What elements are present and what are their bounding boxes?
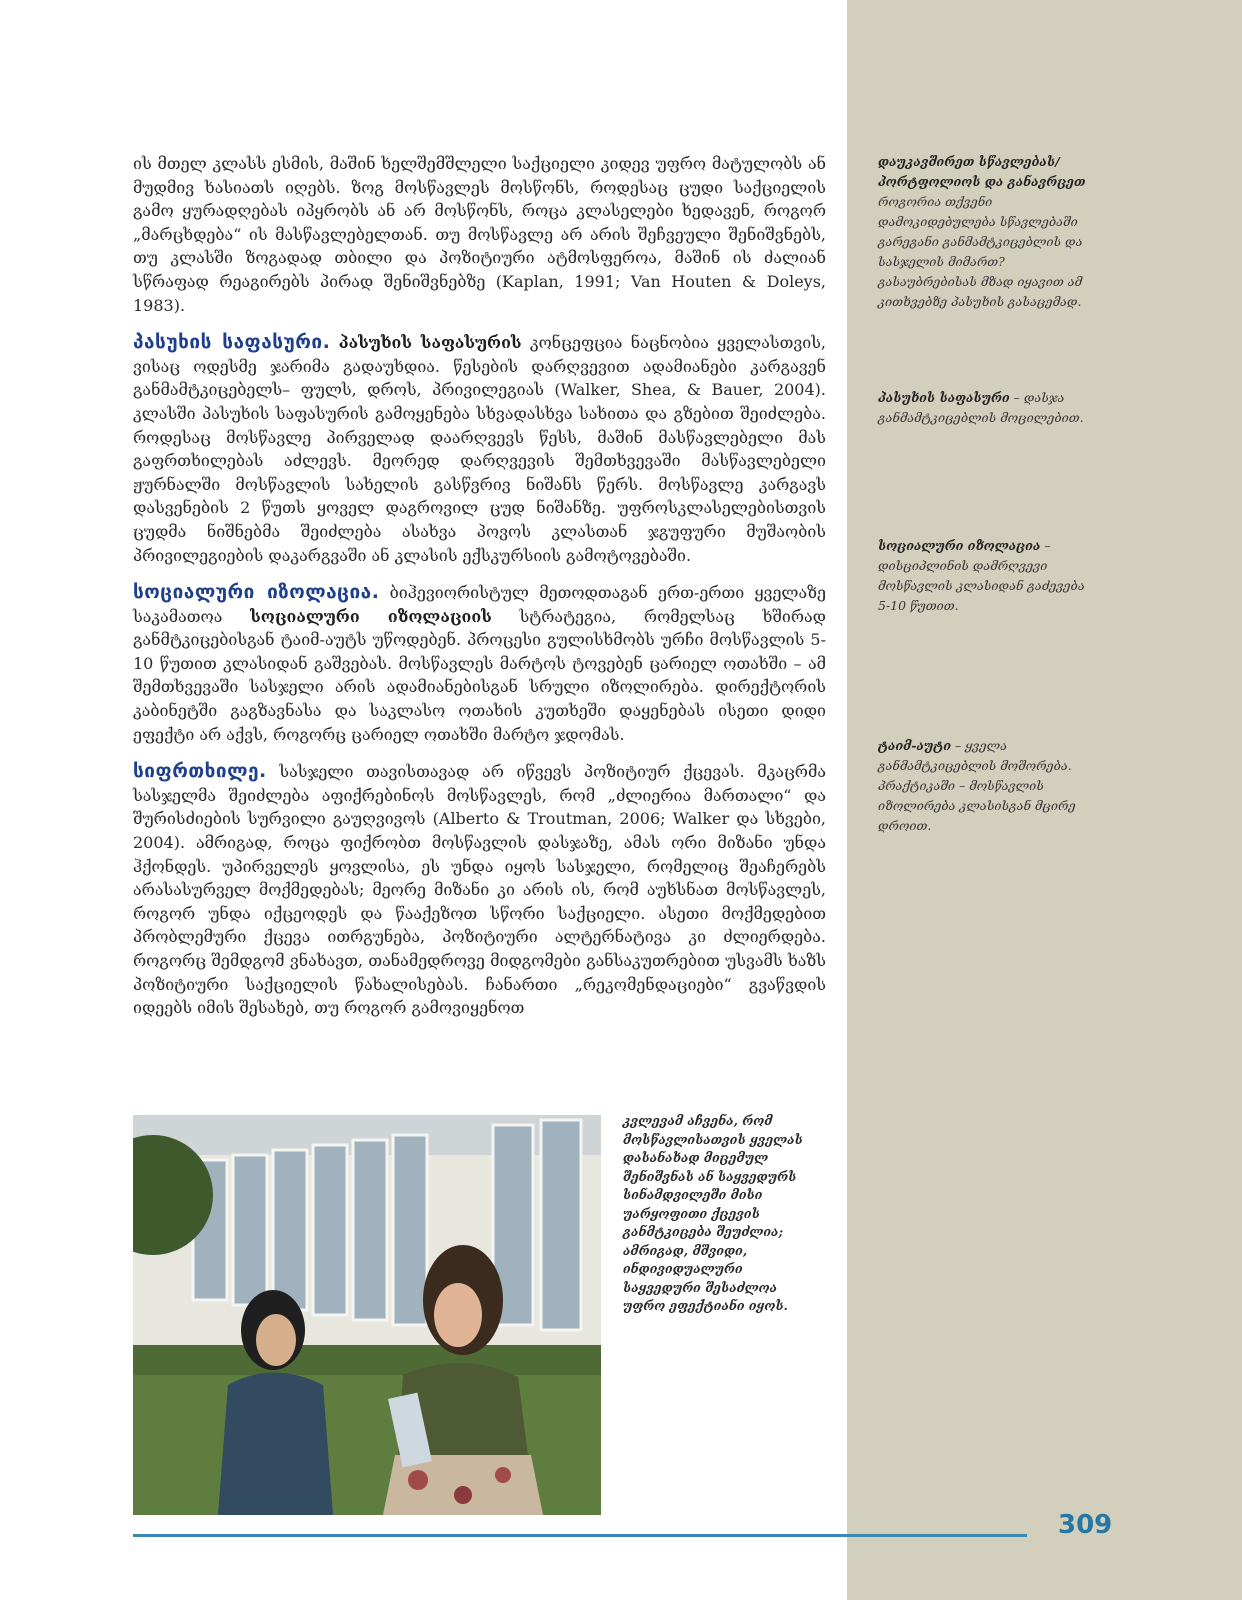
footer-rule	[133, 1534, 1027, 1537]
page-number: 309	[1058, 1510, 1113, 1540]
photo-teacher-student	[133, 1115, 601, 1515]
margin-note-time-out	[878, 736, 1098, 836]
photo-caption: კვლევამ აჩვენა, რომ მოსწავლისათვის ყველას დასანახად მიცემულ შენიშვნას ან საყვედურს სინამდვილეში მისი უარყოფითი ქცევის განმტკიცება შეუძლია; ამრიგად, მშვიდი, ინდივიდუალური საყვედური შესაძლოა უფრო ეფექტიანი იყოს.	[623, 1113, 803, 1313]
term-social-isolation: სოციალური იზოლაციის	[250, 606, 492, 626]
paragraph-response-cost-text: კონცეფცია ნაცნობია ყველასთვის, ვისაც ოდესმე ჯარიმა გადაუხდია. წესების დარღვევით ადამიანები კარგავენ განმამტკიცებელს– ფულს, დროს, პრივილეგიას (Walker, Shea, & Bauer, 2004). კლასში პასუხის საფასურის გამოყენება სხვადასხვა სახითა და გზებით შეიძლება. როდესაც მოსწავლე პირველად დაარღვევს წესს, მაშინ მასწავლებელი მას გაფრთხილებას აძლევს. მეორედ დარღვევის შემთხვევაში მასწავლებელი ჟურნალში მოსწავლის სახელის გასწვრივ ნიშანს წერს. მოსწავლე კარგავს დასვენების 2 წუთს ყოველ დაგროვილ ცუდ ნიშანზე. უფროსკლასელებისთვის ცუდმა ნიშნებმა შეიძლება ასახვა პოვოს კლასთან ჯგუფური მუშაობის პრივილეგიების დაკარგვაში ან კლასის ექსკურსიის გამოტოვებაში.	[133, 333, 826, 565]
photo-illustration	[133, 1115, 601, 1515]
paragraph-caution-text: სასჯელი თავისთავად არ იწვევს პოზიტიურ ქცევას. მკაცრმა სასჯელმა შეიძლება აფიქრებინოს მოსწავლეს, რომ „ძლიერია მართალი“ და შურისძიების სურვილი გაუღვივოს (Alberto & Troutman, 2006; Walker და სხვები, 2004). ამრიგად, როცა ფიქრობთ მოსწავლის დასჯაზე, ამას ორი მიზანი უნდა ჰქონდეს. უპირველეს ყოვლისა, ეს უნდა იყოს სასჯელი, რომელიც შეაჩერებს არასასურველ მოქმედებას; მეორე მიზანი კი არის ის, რომ აუხსნათ მოსწავლეს, როგორ უნდა იქცეოდეს და წააქეზოთ სწორი საქციელი. ასეთი მოქმედებით პრობლემური ქცევა ითრგუნება, პოზიტიური ალტერნატივა კი ძლიერდება. როგორც შემდგომ ვნახავთ, თანამედროვე მიდგომები განსაკუთრებით უსვამს ხაზს პოზიტიური საქციელის წახალისებას. ჩანართი „რეკომენდაციები“ გვაწვდის იდეებს იმის შესახებ, თუ როგორ გამოვიყენოთ	[133, 762, 826, 1018]
paragraph-social-isolation-text-a: ბიჰევიორისტულ მეთოდთაგან ერთ-ერთი ყველაზე საკამათოა	[133, 583, 826, 626]
margin-note-response-cost	[878, 388, 1098, 428]
main-text-column	[133, 152, 826, 1034]
margin-note-social-isolation	[878, 536, 1098, 616]
term-response-cost: პასუხის საფასურის	[338, 333, 522, 353]
margin-note-social-isolation-term: სოციალური იზოლაცია	[878, 538, 1041, 553]
section-heading-caution: სიფრთხილე.	[133, 760, 267, 783]
paragraph-response-cost	[133, 331, 826, 567]
paragraph-social-isolation-text-b: სტრატეგია, რომელსაც ხშირად განმტკიცებისგან ტაიმ-აუტს უწოდებენ. პროცესი გულისხმობს ურჩი მოსწავლის 5-10 წუთით კლასიდან გაშვებას. მოსწავლეს მარტოს ტოვებენ ცარიელ ოთახში – ამ შემთხვევაში სასჯელი არის ადამიანებისგან სრული იზოლირება. დირექტორის კაბინეტში გაგზავნასა და საკლასო ოთახის კუთხეში დაყენებას ისეთი დიდი ეფექტი არ აქვს, როგორც ცარიელ ოთახში მარტო ჯდომას.	[133, 606, 827, 744]
paragraph-social-isolation	[133, 581, 826, 746]
margin-note-time-out-term: ტაიმ-აუტი	[878, 738, 951, 753]
margin-note-response-cost-text: – დასჯა განმამტკიცებლის მოცილებით.	[878, 390, 1084, 425]
paragraph-caution	[133, 760, 826, 1020]
margin-note-portfolio	[878, 152, 1098, 312]
margin-note-portfolio-text: როგორია თქვენი დამოკიდებულება სწავლებაში გარეგანი განმამტკიცებლის და სასჯელის მიმართ? გასაუბრებისას მზად იყავით ამ კითხვებზე პასუხის გასაცემად.	[878, 194, 1083, 309]
margin-note-response-cost-term: პასუხის საფასური	[878, 390, 1010, 405]
margin-note-portfolio-title: დაუკავშირეთ სწავლებას/პორტფოლიოს და განავრცეთ	[878, 154, 1086, 189]
section-heading-response-cost: პასუხის საფასური.	[133, 331, 331, 354]
paragraph-intro: ის მთელ კლასს ესმის, მაშინ ხელშემშლელი საქციელი კიდევ უფრო მატულობს ან მუდმივ ხასიათს იღებს. ზოგ მოსწავლეს მოსწონს, როდესაც ცუდი საქციელის გამო ყურადღებას იპყრობს ან არ მოსწონს, როცა კლასელები ხედავენ, როგორ „მარცხდება“ ის მასწავლებელთან. თუ მოსწავლე არ არის შეჩვეული შენიშვნებს, თუ კლასში ზოგადად თბილი და პოზიტიური ატმოსფეროა, მაშინ ის ძალიან სწრაფად რეაგირებს პირად შენიშვნებზე (Kaplan, 1991; Van Houten & Doleys, 1983).	[133, 154, 826, 315]
margin-note-time-out-text: – ყველა განმამტკიცებლის მოშორება. პრაქტიკაში – მოსწავლის იზოლირება კლასისგან მცირე დროით.	[878, 738, 1076, 833]
section-heading-social-isolation: სოციალური იზოლაცია.	[133, 581, 380, 604]
margin-note-social-isolation-text: – დისციპლინის დამრღვევი მოსწავლის კლასიდან გაძევება 5-10 წუთით.	[878, 538, 1085, 613]
